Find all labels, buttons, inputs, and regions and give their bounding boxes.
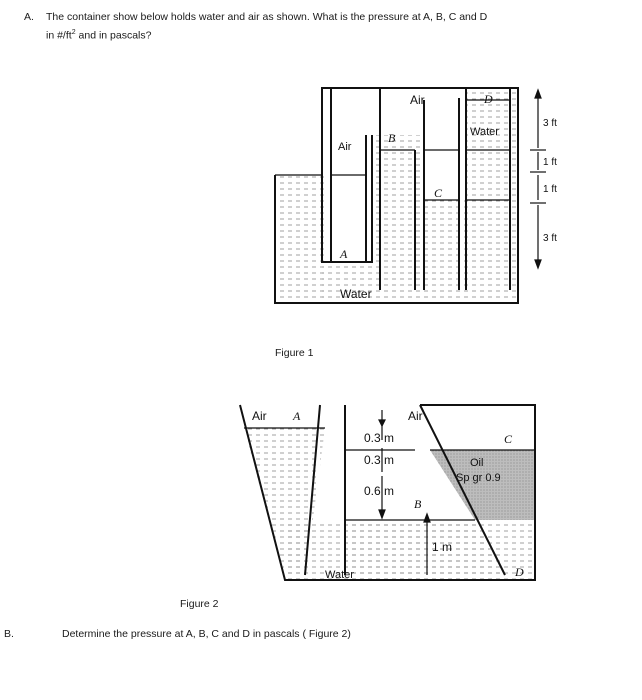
fig1-point-c: C	[434, 186, 443, 200]
fig1-air-left-label: Air	[338, 141, 352, 153]
fig2-oil-sg-label: Sp gr 0.9	[456, 472, 501, 484]
fig1-dim-1ft-a: 1 ft	[543, 157, 557, 168]
fig1-water-right-label: Water	[470, 126, 499, 138]
fig1-water-label: Water	[340, 287, 372, 301]
figure-2-caption: Figure 2	[180, 598, 219, 610]
fig2-oil-label: Oil	[470, 457, 484, 469]
fig2-dim-1m: 1 m	[432, 540, 453, 554]
fig2-point-b: B	[414, 497, 422, 511]
figure-1-caption: Figure 1	[275, 347, 314, 359]
fig1-point-d: D	[484, 92, 493, 106]
fig2-dim-0-6m: 0.6 m	[364, 484, 395, 498]
problem-a-marker: A.	[24, 11, 34, 23]
fig2-dim-0-3m-a: 0.3 m	[364, 431, 395, 445]
fig1-air-top-label: Air	[410, 93, 425, 107]
problem-a-line2: in $\#/ft^2$ and in pascals?	[46, 29, 152, 42]
problem-a-line1: The container show below holds water and air as shown. What is the pressure at A, B, C and D	[46, 11, 488, 23]
fig1-dim-3ft-top: 3 ft	[543, 118, 557, 129]
fig1-point-a: A	[340, 247, 348, 261]
fig2-point-a: A	[293, 409, 301, 423]
fig2-dim-0-3m-b: 0.3 m	[364, 453, 395, 467]
fig2-point-c: C	[504, 432, 513, 446]
fig2-air-left-label: Air	[252, 409, 267, 423]
fig2-point-d: D	[515, 565, 524, 579]
problem-b-marker: B.	[4, 628, 14, 640]
fig2-water-label: Water	[325, 569, 354, 581]
problem-b-text: Determine the pressure at A, B, C and D in pascals ( Figure 2)	[62, 628, 351, 640]
fig1-dim-1ft-b: 1 ft	[543, 184, 557, 195]
fig1-dim-3ft-bottom: 3 ft	[543, 233, 557, 244]
fig1-point-b: B	[388, 131, 396, 145]
fig2-air-mid-label: Air	[408, 409, 423, 423]
